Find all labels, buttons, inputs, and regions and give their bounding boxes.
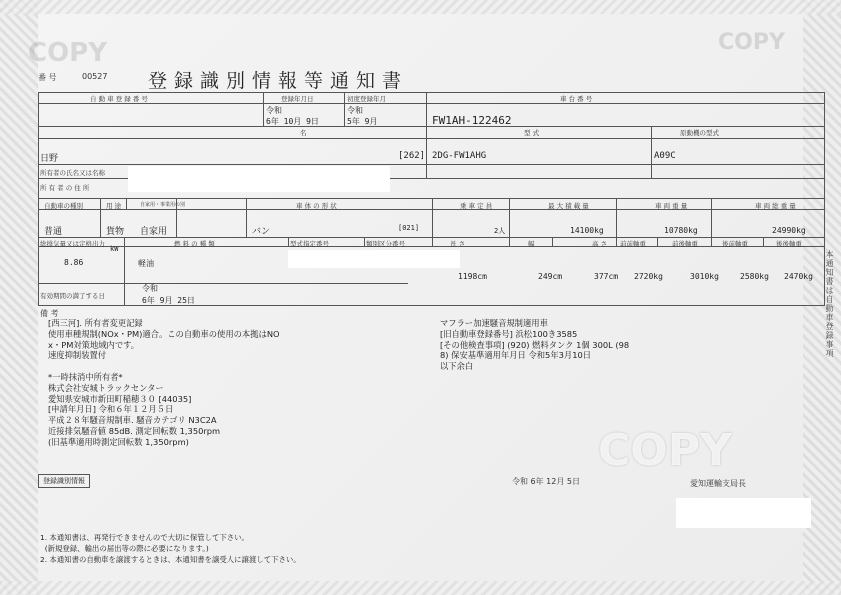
label-front-front-axle: 前前軸重 (620, 240, 646, 248)
reg-date-value: 6年 10月 9日 (266, 117, 319, 126)
label-height: 高 さ (592, 240, 608, 248)
copy-watermark: COPY (28, 38, 108, 68)
model-value: 2DG-FW1AHG (432, 151, 487, 161)
length-value: 1198cm (458, 272, 487, 281)
label-rear-rear-axle: 後後軸重 (776, 240, 802, 248)
label-use: 用 途 (106, 202, 122, 210)
rear-rear-axle-value: 2470kg (784, 272, 813, 281)
redaction-stamp (676, 498, 811, 528)
label-chassis-number: 車 台 番 号 (560, 95, 593, 103)
rear-front-axle-value: 2580kg (740, 272, 769, 281)
height-value: 377cm (594, 272, 619, 281)
label-engine-model: 原動機の型式 (680, 129, 719, 137)
gross-weight-value: 24990kg (772, 226, 806, 235)
label-max-load: 最 大 積 載 量 (548, 202, 589, 210)
side-caption: 本通知書は自動車登録事項 (825, 250, 834, 358)
label-name: 名 (300, 129, 307, 137)
copy-watermark: COPY (718, 30, 785, 55)
label-type-designation: 型式指定番号 (290, 240, 329, 248)
label-registration-number: 自 動 車 登 録 番 号 (90, 95, 148, 103)
notes-footer: 1. 本通知書は、再発行できませんので大切に保管して下さい。 (新規登録、輸出の届出等の際に必要になります。) 2. 本通知書の自動車を譲渡するときは、本通知書を譲受人に譲渡して下さい。 (40, 533, 301, 564)
issuing-authority: 愛知運輸支局長 (690, 479, 746, 488)
label-vehicle-weight: 車 両 重 量 (655, 202, 688, 210)
first-reg-value: 5年 9月 (347, 117, 378, 126)
guilloche-border-top (0, 0, 841, 14)
label-category-number: 類別区分番号 (366, 240, 405, 248)
label-owner-name: 所有者の氏名又は名称 (40, 169, 105, 177)
displacement-unit: kW (110, 245, 119, 253)
remarks-left: [西三河]. 所有者変更記録 使用車種規制(NOx・PM)適合。この自動車の使用の本拠はNO x・PM対策地域内です。 速度抑制装置付 *一時抹消中所有者* 株式会社安城トラックセンター 愛知県安城市新田町稲穂３０ [44035] [申請年月日] 令和６年１２月５日 平成２８年騒音規制車. 騒音カテゴリ N3C2A 近接排気騒音値 85dB. 測定回転数 1,350rpm (旧基準適用時測定回転数 1,350rpm) (48, 318, 280, 447)
label-capacity: 乗 車 定 員 (460, 202, 493, 210)
label-private-business: 自家用・事業用の別 (140, 202, 186, 208)
expiry-value: 6年 9月 25日 (142, 296, 195, 305)
copy-watermark: COPY (598, 425, 732, 476)
maker-value: 日野 (40, 154, 59, 164)
width-value: 249cm (538, 272, 563, 281)
first-reg-era: 令和 (347, 106, 363, 115)
label-owner-address: 所 有 者 の 住 所 (40, 184, 90, 192)
issue-date: 令和 6年 12月 5日 (512, 477, 580, 486)
guilloche-border-left (0, 0, 38, 595)
label-model: 型 式 (524, 129, 540, 137)
remarks-right: マフラー加速騒音規制適用車 [旧自動車登録番号] 浜松100き3585 [その他検査事項] (920) 燃料タンク 1個 300L (98 8) 保安基準適用年月日 令和5年3月10日 以下余白 (440, 318, 630, 372)
use-value: 貨物 (106, 227, 125, 237)
label-gross-weight: 車 両 総 重 量 (755, 202, 796, 210)
vehicle-weight-value: 10780kg (664, 226, 698, 235)
number-label: 番 号 (38, 73, 57, 82)
label-first-registration: 初度登録年月 (347, 95, 386, 103)
body-shape-value: バン (252, 227, 271, 237)
label-vehicle-kind: 自動車の種別 (44, 202, 83, 210)
redaction-type (288, 250, 460, 268)
label-body-shape: 車 体 の 形 状 (296, 202, 337, 210)
engine-model-value: A09C (654, 151, 676, 161)
body-shape-code: [021] (398, 224, 420, 232)
expiry-era: 令和 (142, 284, 158, 293)
label-remarks: 備 考 (40, 309, 59, 318)
max-load-value: 14100kg (570, 226, 604, 235)
chassis-number-value: FW1AH-122462 (432, 114, 512, 127)
guilloche-border-bottom (0, 581, 841, 595)
front-front-axle-value: 2720kg (634, 272, 663, 281)
label-front-rear-axle: 前後軸重 (672, 240, 698, 248)
label-displacement: 総排気量又は定格出力 (40, 240, 105, 248)
front-rear-axle-value: 3010kg (690, 272, 719, 281)
maker-code: [262] (398, 151, 426, 161)
label-registration-date: 登録年月日 (281, 95, 314, 103)
registration-info-box: 登録識別情報 (38, 474, 90, 488)
label-expiry: 有効期間の満了する日 (40, 292, 105, 300)
fuel-type-value: 軽油 (138, 259, 154, 268)
reg-date-era: 令和 (266, 106, 282, 115)
capacity-value: 2人 (494, 227, 506, 235)
displacement-value: 8.86 (64, 258, 84, 267)
label-width: 幅 (528, 240, 535, 248)
private-business-value: 自家用 (140, 227, 168, 237)
document-number: 00527 (82, 72, 108, 81)
label-length: 長 さ (450, 240, 466, 248)
document-title: 登録識別情報等通知書 (148, 70, 409, 92)
redaction-owner (128, 166, 390, 192)
label-fuel-type: 燃 料 の 種 類 (174, 240, 215, 248)
vehicle-kind-value: 普通 (44, 227, 63, 237)
label-rear-front-axle: 後前軸重 (722, 240, 748, 248)
